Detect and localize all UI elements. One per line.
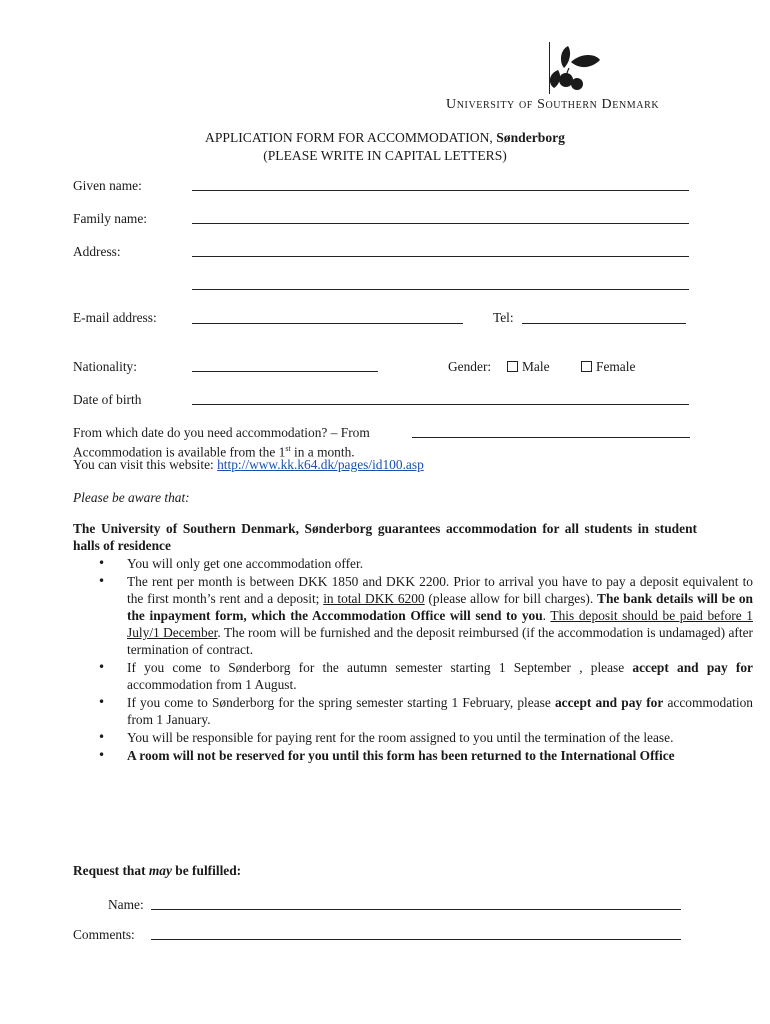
given-name-field[interactable] [192,190,689,191]
from-date-field[interactable] [412,437,690,438]
website-note [73,457,424,473]
bullet-text: The rent per month is between DKK 1850 and DKK 2200. Prior to arrival you have to pay a deposit equivalent to the first month’s rent and a deposit; [127,574,753,606]
request-name-label: Name: [108,897,144,912]
male-checkbox[interactable] [507,361,518,372]
gender-label: Gender: [448,359,492,374]
family-name-label: Family name: [73,211,148,226]
list-item [127,659,753,693]
address-field-line-1[interactable] [192,256,689,257]
conditions-list [73,555,753,765]
university-name: University of Southern Denmark [446,97,660,112]
bullet-bold-text: accept and pay for [554,695,664,710]
date-question: From which date do you need accommodation? – From [73,425,370,440]
address-label: Address: [73,244,121,259]
bullet-text: You will be responsible for paying rent for the room assigned to you until the termination of the lease. [127,730,674,745]
comments-field[interactable] [151,939,681,940]
bullet-text: . The room will be furnished and the deposit reimbursed (if the accommodation is undamaged) after termination of contract. [127,625,753,657]
family-name-field[interactable] [192,223,689,224]
nationality-field[interactable] [192,371,378,372]
bullet-text: accommodation from 1 August. [127,677,297,692]
bullet-text: accommodation from 1 January. [127,695,753,727]
availability-sup: st [285,444,291,453]
request-name-field[interactable] [151,909,681,910]
bullet-bold-text: A room will not be reserved for you until this form has been returned to the International Office [127,748,675,763]
email-field[interactable] [192,323,463,324]
bullet-text: (please allow for bill charges). [424,591,598,606]
gender-female-option[interactable] [581,359,635,375]
form-title [0,130,770,146]
form-subtitle: (PLEASE WRITE IN CAPITAL LETTERS) [263,148,507,163]
gender-male-option[interactable] [507,359,550,375]
list-item [127,555,753,572]
dob-label: Date of birth [73,392,142,407]
aware-heading: Please be aware that: [73,490,190,505]
address-field-line-2[interactable] [192,289,689,290]
list-item [127,573,753,658]
availability-text: Accommodation is available from the 1 [73,444,286,460]
email-label: E-mail address: [73,310,157,325]
nationality-label: Nationality: [73,359,137,374]
given-name-label: Given name: [73,178,142,193]
list-item [127,694,753,728]
request-heading-emphasis: may [148,863,172,878]
website-text: You can visit this website: [73,457,218,472]
bullet-underlined-text: This deposit should be paid before 1 July/1 December [127,608,754,640]
bullet-text: . [542,608,551,623]
bullet-bold-text: accept and pay for [632,660,753,675]
female-label: Female [596,359,636,374]
bullet-text: If you come to Sønderborg for the spring semester starting 1 February, please [127,695,555,710]
male-label: Male [522,359,550,374]
availability-text-end: in a month. [290,444,355,460]
comments-label: Comments: [73,927,135,942]
bullet-text: You will only get one accommodation offer. [127,556,364,571]
female-checkbox[interactable] [581,361,592,372]
leaf-logo-icon [542,40,604,98]
form-title-location: Sønderborg [496,130,565,145]
bullet-text: If you come to Sønderborg for the autumn semester starting 1 September , please [127,660,633,675]
request-heading [73,863,241,879]
bullet-bold-text: The bank details will be on the inpayment form, which the Accommodation Office will send to you [127,591,753,623]
list-item [127,747,753,764]
request-heading-text-end: be fulfilled: [171,863,242,878]
bullet-underlined-text: in total DKK 6200 [323,591,425,606]
tel-label: Tel: [493,310,514,325]
website-link[interactable]: http://www.kk.k64.dk/pages/id100.asp [217,457,424,472]
guarantee-text: The University of Southern Denmark, Sønderborg guarantees accommodation for all students in student halls of residence [73,521,697,553]
form-title-main: APPLICATION FORM FOR ACCOMMODATION, [205,130,497,145]
request-heading-text: Request that [73,863,149,878]
dob-field[interactable] [192,404,689,405]
tel-field[interactable] [522,323,686,324]
list-item [127,729,753,746]
